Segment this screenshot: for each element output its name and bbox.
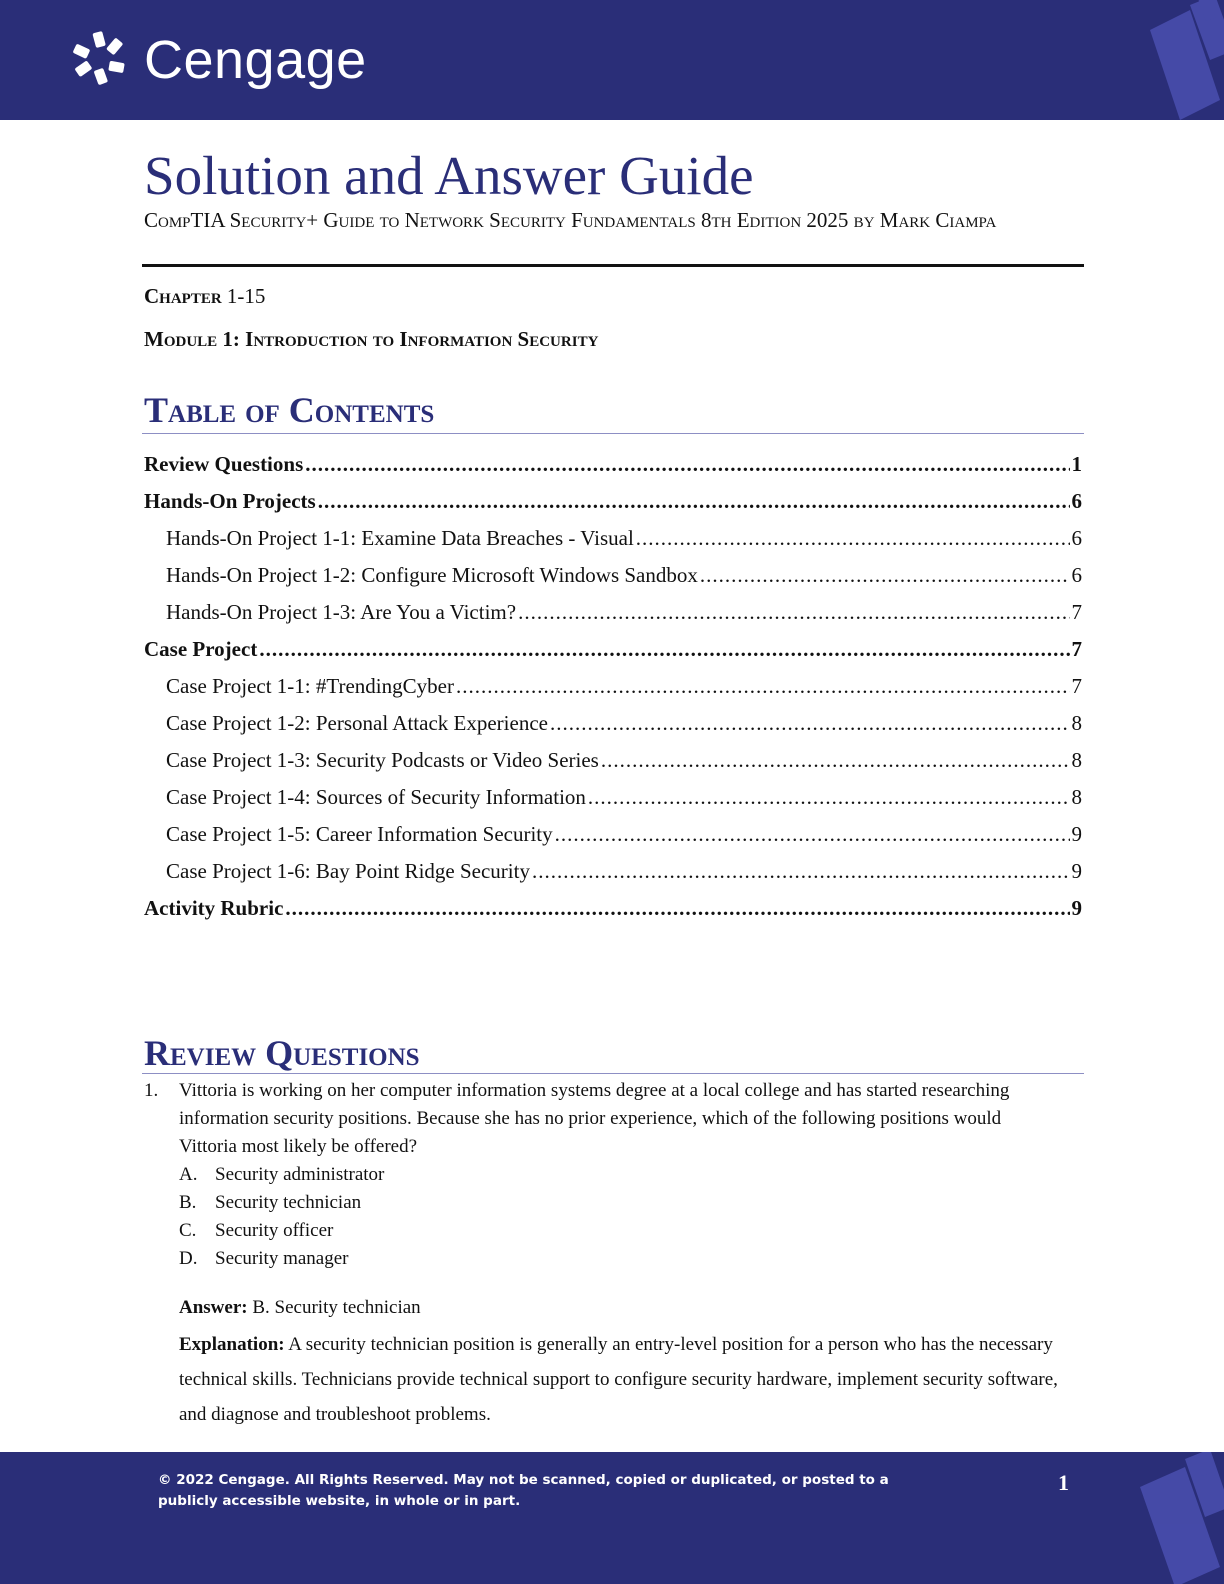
- toc-entry-page: 8: [1071, 711, 1082, 735]
- toc-entry-page: 9: [1071, 859, 1082, 883]
- toc-entry[interactable]: [144, 822, 1082, 859]
- answer-line: [179, 1294, 421, 1322]
- toc-entry[interactable]: [144, 859, 1082, 896]
- toc-entry-label: Review Questions: [144, 452, 304, 476]
- brand-name: Cengage: [144, 30, 367, 90]
- toc-entry[interactable]: [144, 600, 1082, 637]
- toc-dot-leader: [588, 785, 1070, 809]
- decorative-shape-icon: [1130, 1452, 1224, 1584]
- toc-dot-leader: [636, 526, 1070, 550]
- chapter-value: 1-15: [226, 284, 266, 308]
- choice-text: Security technician: [215, 1192, 362, 1213]
- choice-b: [179, 1189, 1049, 1217]
- toc-dot-leader: [456, 674, 1070, 698]
- toc-entry-page: 8: [1071, 748, 1082, 772]
- toc-entry-page: 1: [1071, 452, 1082, 476]
- toc-entry-label: Case Project 1-4: Sources of Security Information: [166, 785, 586, 809]
- toc-entry[interactable]: [144, 526, 1082, 563]
- toc-entry[interactable]: [144, 452, 1082, 489]
- toc-entry[interactable]: [144, 711, 1082, 748]
- toc-entry-page: 9: [1071, 896, 1082, 920]
- toc-entry-page: 7: [1071, 674, 1082, 698]
- toc-entry[interactable]: [144, 563, 1082, 600]
- choice-text: Security administrator: [215, 1164, 385, 1185]
- toc-entry-label: Activity Rubric: [144, 896, 284, 920]
- toc-entry-label: Case Project 1-3: Security Podcasts or Video Series: [166, 748, 599, 772]
- toc-entry-page: 9: [1071, 822, 1082, 846]
- copyright-notice: © 2022 Cengage. All Rights Reserved. May not be scanned, copied or duplicated, or posted to a publicly accessible website, in whole or in part.: [158, 1472, 889, 1509]
- toc-entry-page: 6: [1071, 489, 1082, 513]
- review-heading: Review Questions: [144, 1033, 420, 1073]
- explanation-label: Explanation:: [179, 1334, 285, 1355]
- toc-entry-label: Hands-On Projects: [144, 489, 316, 513]
- toc-entry-label: Hands-On Project 1-1: Examine Data Breaches - Visual: [166, 526, 634, 550]
- toc-entry-label: Case Project 1-5: Career Information Security: [166, 822, 553, 846]
- choice-c: [179, 1217, 1049, 1245]
- toc-entry-label: Case Project 1-6: Bay Point Ridge Security: [166, 859, 530, 883]
- header-band: [0, 0, 1224, 120]
- question-text: Vittoria is working on her computer information systems degree at a local college and has started researching information security positions. Because she has no prior experience, which of the following positions would Vittoria most likely be offered?: [179, 1080, 1010, 1157]
- table-of-contents: [144, 452, 1082, 933]
- toc-entry-label: Hands-On Project 1-2: Configure Microsoft Windows Sandbox: [166, 563, 698, 587]
- title-divider: [142, 264, 1084, 267]
- toc-entry-page: 7: [1071, 600, 1082, 624]
- cengage-logo[interactable]: [72, 30, 367, 90]
- answer-choices: [179, 1161, 1049, 1273]
- toc-entry-page: 6: [1071, 526, 1082, 550]
- toc-entry-label: Case Project 1-2: Personal Attack Experience: [166, 711, 548, 735]
- choice-letter: C.: [179, 1220, 197, 1241]
- toc-dot-leader: [318, 489, 1070, 513]
- choice-letter: B.: [179, 1192, 197, 1213]
- question-1: [144, 1077, 1049, 1273]
- book-subtitle: CompTIA Security+ Guide to Network Security Fundamentals 8th Edition 2025 by Mark Ciampa: [144, 208, 997, 232]
- toc-dot-leader: [532, 859, 1070, 883]
- toc-entry-page: 8: [1071, 785, 1082, 809]
- review-heading-rule: [142, 1073, 1084, 1074]
- toc-entry[interactable]: [144, 896, 1082, 933]
- choice-letter: A.: [179, 1164, 198, 1185]
- answer-value: B. Security technician: [252, 1297, 421, 1318]
- explanation-text: A security technician position is generally an entry-level position for a person who has the necessary technical skills. Technicians provide technical support to configure security hardware, implement security software, and diagnose and troubleshoot problems.: [179, 1334, 1058, 1425]
- answer-label: Answer:: [179, 1297, 248, 1318]
- toc-entry[interactable]: [144, 637, 1082, 674]
- toc-entry-label: Case Project 1-1: #TrendingCyber: [166, 674, 454, 698]
- toc-entry[interactable]: [144, 489, 1082, 526]
- toc-dot-leader: [285, 896, 1069, 920]
- choice-text: Security manager: [215, 1248, 349, 1269]
- toc-entry-page: 7: [1071, 637, 1082, 661]
- toc-heading-rule: [142, 433, 1084, 434]
- choice-letter: D.: [179, 1248, 198, 1269]
- toc-dot-leader: [550, 711, 1070, 735]
- chapter-line: [144, 284, 265, 309]
- toc-dot-leader: [518, 600, 1069, 624]
- explanation: [179, 1327, 1059, 1432]
- toc-entry[interactable]: [144, 748, 1082, 785]
- choice-text: Security officer: [215, 1220, 334, 1241]
- toc-heading: Table of Contents: [144, 390, 435, 430]
- decorative-shape-icon: [1140, 0, 1224, 120]
- cengage-logo-icon: [72, 30, 132, 90]
- toc-entry-label: Hands-On Project 1-3: Are You a Victim?: [166, 600, 517, 624]
- toc-dot-leader: [601, 748, 1070, 772]
- chapter-label: Chapter: [144, 284, 222, 308]
- toc-dot-leader: [555, 822, 1070, 846]
- toc-entry-page: 6: [1071, 563, 1082, 587]
- toc-entry[interactable]: [144, 785, 1082, 822]
- choice-d: [179, 1245, 1049, 1273]
- toc-dot-leader: [700, 563, 1070, 587]
- toc-entry[interactable]: [144, 674, 1082, 711]
- module-title: Module 1: Introduction to Information Security: [144, 327, 599, 351]
- page-number: 1: [1058, 1470, 1069, 1495]
- choice-a: [179, 1161, 1049, 1189]
- toc-dot-leader: [305, 452, 1069, 476]
- toc-dot-leader: [259, 637, 1069, 661]
- page-title: Solution and Answer Guide: [144, 145, 754, 206]
- question-number: 1.: [144, 1080, 159, 1101]
- toc-entry-label: Case Project: [144, 637, 258, 661]
